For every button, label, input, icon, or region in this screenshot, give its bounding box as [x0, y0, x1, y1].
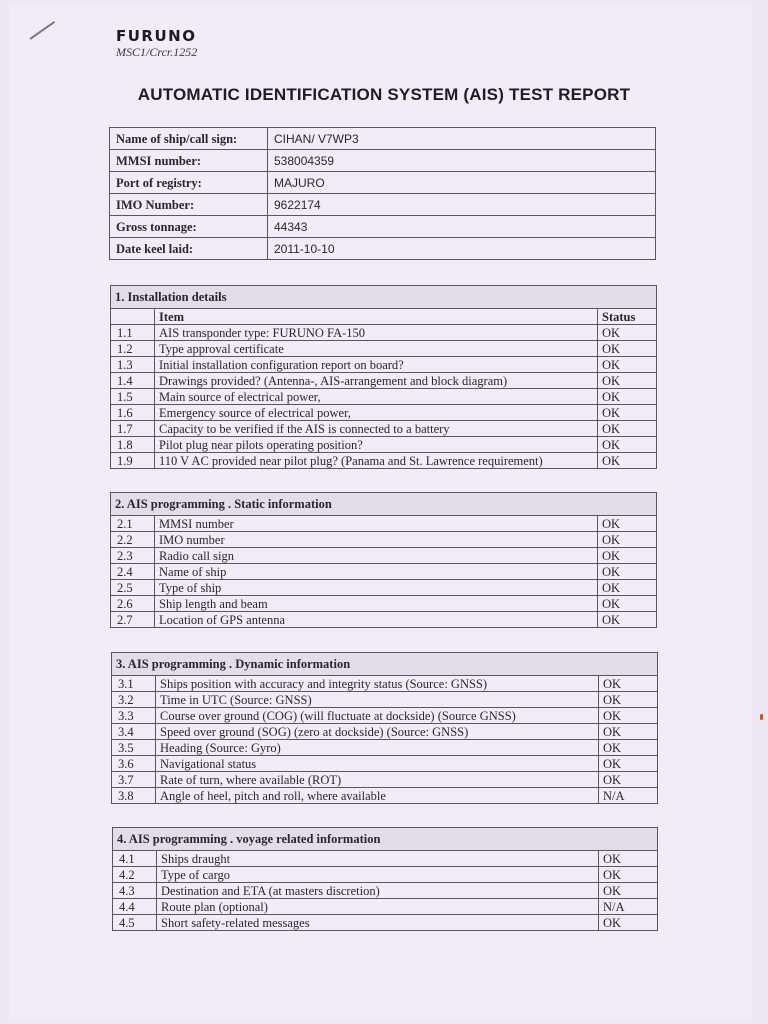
- column-header-row: [111, 309, 657, 325]
- row-item: Ships position with accuracy and integrity status (Source: GNSS): [156, 676, 599, 692]
- row-item: Rate of turn, where available (ROT): [156, 772, 599, 788]
- row-item: IMO number: [155, 532, 598, 548]
- ship-info-row: [110, 150, 656, 172]
- row-item: Angle of heel, pitch and roll, where available: [156, 788, 599, 804]
- column-header-number: [111, 309, 155, 325]
- row-number: 1.3: [111, 357, 155, 373]
- table-row: [111, 437, 657, 453]
- section-voyage-information: [112, 827, 658, 931]
- row-status: OK: [599, 676, 658, 692]
- column-header-status: Status: [598, 309, 657, 325]
- table-row: [113, 867, 658, 883]
- table-row: [112, 788, 658, 804]
- ship-info-value: 44343: [268, 216, 656, 238]
- table-row: [113, 883, 658, 899]
- table-row: [111, 405, 657, 421]
- row-item: Heading (Source: Gyro): [156, 740, 599, 756]
- section-title: 2. AIS programming . Static information: [111, 493, 657, 516]
- ship-info-row: [110, 216, 656, 238]
- row-number: 2.5: [111, 580, 155, 596]
- table-row: [111, 341, 657, 357]
- row-status: OK: [599, 708, 658, 724]
- table-row: [111, 564, 657, 580]
- table-row: [111, 453, 657, 469]
- row-status: OK: [598, 516, 657, 532]
- row-status: OK: [598, 325, 657, 341]
- row-status: OK: [599, 883, 658, 899]
- ship-info-label: IMO Number:: [110, 194, 268, 216]
- row-number: 3.3: [112, 708, 156, 724]
- section-header-row: [111, 286, 657, 309]
- row-number: 1.8: [111, 437, 155, 453]
- section-static-information: [110, 492, 657, 628]
- row-status: OK: [598, 341, 657, 357]
- row-item: Pilot plug near pilots operating position?: [155, 437, 598, 453]
- row-item: Type of cargo: [157, 867, 599, 883]
- row-number: 3.2: [112, 692, 156, 708]
- column-header-item: Item: [155, 309, 598, 325]
- ship-info-label: Date keel laid:: [110, 238, 268, 260]
- row-number: 2.4: [111, 564, 155, 580]
- row-status: OK: [598, 357, 657, 373]
- row-number: 1.2: [111, 341, 155, 357]
- row-status: N/A: [599, 788, 658, 804]
- row-number: 1.6: [111, 405, 155, 421]
- table-row: [112, 756, 658, 772]
- row-number: 4.1: [113, 851, 157, 867]
- table-row: [112, 740, 658, 756]
- row-item: Location of GPS antenna: [155, 612, 598, 628]
- row-status: OK: [598, 564, 657, 580]
- row-item: Type of ship: [155, 580, 598, 596]
- ship-info-value: 9622174: [268, 194, 656, 216]
- section-title: 4. AIS programming . voyage related information: [113, 828, 658, 851]
- row-item: MMSI number: [155, 516, 598, 532]
- table-row: [111, 532, 657, 548]
- row-item: Initial installation configuration report on board?: [155, 357, 598, 373]
- row-status: N/A: [599, 899, 658, 915]
- section-installation-details: [110, 285, 657, 469]
- table-row: [113, 899, 658, 915]
- table-row: [112, 772, 658, 788]
- row-status: OK: [599, 724, 658, 740]
- row-status: OK: [598, 548, 657, 564]
- table-row: [111, 421, 657, 437]
- row-number: 3.7: [112, 772, 156, 788]
- row-item: Time in UTC (Source: GNSS): [156, 692, 599, 708]
- row-number: 1.5: [111, 389, 155, 405]
- row-item: Navigational status: [156, 756, 599, 772]
- row-status: OK: [599, 756, 658, 772]
- row-number: 2.1: [111, 516, 155, 532]
- company-logo: FURUNO: [116, 27, 197, 45]
- ship-info-label: Name of ship/call sign:: [110, 128, 268, 150]
- ship-info-label: MMSI number:: [110, 150, 268, 172]
- row-number: 1.1: [111, 325, 155, 341]
- row-item: Route plan (optional): [157, 899, 599, 915]
- row-number: 4.2: [113, 867, 157, 883]
- row-status: OK: [598, 437, 657, 453]
- row-status: OK: [599, 867, 658, 883]
- row-number: 1.7: [111, 421, 155, 437]
- row-status: OK: [599, 692, 658, 708]
- row-item: Ship length and beam: [155, 596, 598, 612]
- table-row: [112, 692, 658, 708]
- table-row: [111, 389, 657, 405]
- section-title: 1. Installation details: [111, 286, 657, 309]
- row-number: 2.6: [111, 596, 155, 612]
- ship-info-row: [110, 128, 656, 150]
- row-item: Type approval certificate: [155, 341, 598, 357]
- row-item: Course over ground (COG) (will fluctuate at dockside) (Source GNSS): [156, 708, 599, 724]
- row-item: Capacity to be verified if the AIS is connected to a battery: [155, 421, 598, 437]
- row-item: Speed over ground (SOG) (zero at dockside) (Source: GNSS): [156, 724, 599, 740]
- section-header-row: [111, 493, 657, 516]
- row-item: Radio call sign: [155, 548, 598, 564]
- row-number: 2.2: [111, 532, 155, 548]
- ship-info-label: Port of registry:: [110, 172, 268, 194]
- row-status: OK: [599, 851, 658, 867]
- row-number: 2.7: [111, 612, 155, 628]
- page-title: AUTOMATIC IDENTIFICATION SYSTEM (AIS) TEST REPORT: [137, 85, 631, 104]
- ship-info-row: [110, 194, 656, 216]
- row-status: OK: [598, 532, 657, 548]
- row-number: 3.6: [112, 756, 156, 772]
- row-number: 4.3: [113, 883, 157, 899]
- row-item: Emergency source of electrical power,: [155, 405, 598, 421]
- section-dynamic-information: [111, 652, 658, 804]
- table-row: [112, 724, 658, 740]
- section-header-row: [112, 653, 658, 676]
- row-item: Ships draught: [157, 851, 599, 867]
- document-reference: MSC1/Crcr.1252: [116, 45, 198, 59]
- row-status: OK: [598, 421, 657, 437]
- row-status: OK: [599, 740, 658, 756]
- row-item: Destination and ETA (at masters discretion): [157, 883, 599, 899]
- row-number: 2.3: [111, 548, 155, 564]
- table-row: [113, 915, 658, 931]
- row-item: Name of ship: [155, 564, 598, 580]
- row-status: OK: [598, 580, 657, 596]
- ship-info-value: 2011-10-10: [268, 238, 656, 260]
- table-row: [112, 708, 658, 724]
- table-row: [112, 676, 658, 692]
- ship-info-row: [110, 238, 656, 260]
- row-status: OK: [598, 373, 657, 389]
- row-item: Drawings provided? (Antenna-, AIS-arrangement and block diagram): [155, 373, 598, 389]
- row-item: Main source of electrical power,: [155, 389, 598, 405]
- ink-blot: [760, 714, 763, 720]
- row-status: OK: [599, 772, 658, 788]
- table-row: [111, 325, 657, 341]
- row-status: OK: [598, 453, 657, 469]
- table-row: [111, 612, 657, 628]
- ship-info-value: MAJURO: [268, 172, 656, 194]
- table-row: [111, 516, 657, 532]
- row-status: OK: [598, 612, 657, 628]
- section-title: 3. AIS programming . Dynamic information: [112, 653, 658, 676]
- table-row: [111, 580, 657, 596]
- row-number: 3.8: [112, 788, 156, 804]
- table-row: [111, 548, 657, 564]
- ship-info-label: Gross tonnage:: [110, 216, 268, 238]
- table-row: [111, 373, 657, 389]
- table-row: [111, 596, 657, 612]
- ship-info-value: 538004359: [268, 150, 656, 172]
- ship-info-row: [110, 172, 656, 194]
- row-status: OK: [598, 405, 657, 421]
- row-number: 3.1: [112, 676, 156, 692]
- row-item: AIS transponder type: FURUNO FA-150: [155, 325, 598, 341]
- row-status: OK: [598, 596, 657, 612]
- table-row: [113, 851, 658, 867]
- ship-info-table: [109, 127, 656, 260]
- row-item: 110 V AC provided near pilot plug? (Panama and St. Lawrence requirement): [155, 453, 598, 469]
- row-number: 3.5: [112, 740, 156, 756]
- row-number: 4.4: [113, 899, 157, 915]
- table-row: [111, 357, 657, 373]
- row-number: 4.5: [113, 915, 157, 931]
- row-item: Short safety-related messages: [157, 915, 599, 931]
- row-status: OK: [598, 389, 657, 405]
- row-number: 1.4: [111, 373, 155, 389]
- row-number: 1.9: [111, 453, 155, 469]
- row-status: OK: [599, 915, 658, 931]
- ship-info-value: CIHAN/ V7WP3: [268, 128, 656, 150]
- section-header-row: [113, 828, 658, 851]
- row-number: 3.4: [112, 724, 156, 740]
